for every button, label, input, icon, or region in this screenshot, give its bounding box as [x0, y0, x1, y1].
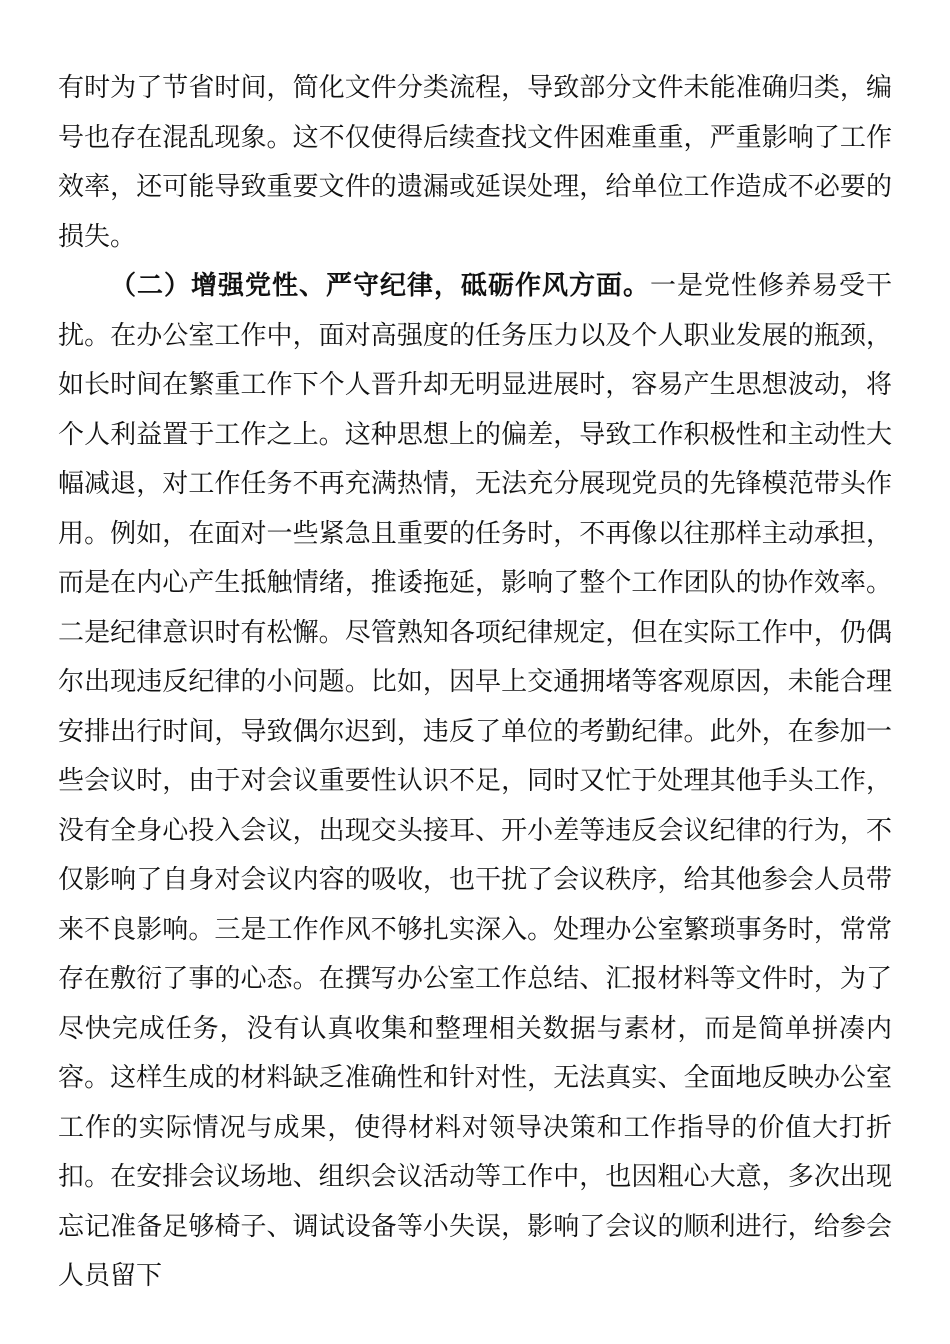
- paragraph-continuation: 有时为了节省时间，简化文件分类流程，导致部分文件未能准确归类，编号也存在混乱现象。这不仅使得后续查找文件困难重重，严重影响了工作效率，还可能导致重要文件的遗漏或延误处理，给单位工作造成不必要的损失。: [58, 73, 892, 252]
- document-page: [58, 64, 892, 1302]
- paragraph-section-two: [58, 262, 892, 1302]
- section-heading: （二）增强党性、严守纪律，砥砺作风方面。: [110, 271, 650, 301]
- section-body: 一是党性修养易受干扰。在办公室工作中，面对高强度的任务压力以及个人职业发展的瓶颈，如长时间在繁重工作下个人晋升却无明显进展时，容易产生思想波动，将个人利益置于工作之上。这种思想上的偏差，导致工作积极性和主动性大幅减退，对工作任务不再充满热情，无法充分展现党员的先锋模范带头作用。例如，在面对一些紧急且重要的任务时，不再像以往那样主动承担，而是在内心产生抵触情绪，推诿拖延，影响了整个工作团队的协作效率。二是纪律意识时有松懈。尽管熟知各项纪律规定，但在实际工作中，仍偶尔出现违反纪律的小问题。比如，因早上交通拥堵等客观原因，未能合理安排出行时间，导致偶尔迟到，违反了单位的考勤纪律。此外，在参加一些会议时，由于对会议重要性认识不足，同时又忙于处理其他手头工作，没有全身心投入会议，出现交头接耳、开小差等违反会议纪律的行为，不仅影响了自身对会议内容的吸收，也干扰了会议秩序，给其他参会人员带来不良影响。三是工作作风不够扎实深入。处理办公室繁琐事务时，常常存在敷衍了事的心态。在撰写办公室工作总结、汇报材料等文件时，为了尽快完成任务，没有认真收集和整理相关数据与素材，而是简单拼凑内容。这样生成的材料缺乏准确性和针对性，无法真实、全面地反映办公室工作的实际情况与成果，使得材料对领导决策和工作指导的价值大打折扣。在安排会议场地、组织会议活动等工作中，也因粗心大意，多次出现忘记准备足够椅子、调试设备等小失误，影响了会议的顺利进行，给参会人员留下: [58, 271, 892, 1291]
